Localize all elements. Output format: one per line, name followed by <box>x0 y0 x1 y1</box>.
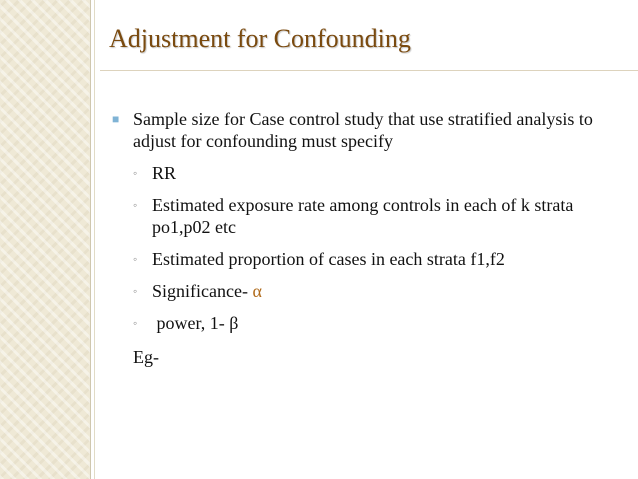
side-band-divider <box>90 0 91 479</box>
circle-bullet-icon: ◦ <box>133 198 138 212</box>
circle-bullet-icon: ◦ <box>133 284 138 298</box>
alpha-symbol: α <box>252 281 262 301</box>
slide-title: Adjustment for Confounding <box>109 24 411 53</box>
main-bullet-text: Sample size for Case control study that use stratified analysis to adjust for confounding must specify <box>133 109 593 151</box>
square-bullet-icon: ■ <box>112 112 120 126</box>
main-bullet-point <box>112 108 622 152</box>
sub-bullet-text-significance <box>152 280 622 302</box>
slide-content <box>112 108 622 368</box>
sub-bullet-item <box>133 194 622 238</box>
circle-bullet-icon: ◦ <box>133 166 138 180</box>
sub-bullet-item <box>133 162 622 184</box>
sub-bullet-item <box>133 248 622 270</box>
circle-bullet-icon: ◦ <box>133 252 138 266</box>
sub-bullet-text: power, 1- β <box>152 313 239 333</box>
sub-bullet-text: Estimated exposure rate among controls in each of k strata po1,p02 etc <box>152 195 574 237</box>
side-band-divider-inner <box>94 0 95 479</box>
significance-label: Significance- <box>152 281 253 301</box>
sub-bullet-list <box>112 162 622 334</box>
sub-bullet-text: Estimated proportion of cases in each strata f1,f2 <box>152 249 505 269</box>
example-label: Eg- <box>133 347 159 367</box>
circle-bullet-icon: ◦ <box>133 316 138 330</box>
sub-bullet-item <box>133 312 622 334</box>
sub-bullet-item <box>133 280 622 302</box>
decorative-side-band <box>0 0 90 479</box>
sub-bullet-text: RR <box>152 163 177 183</box>
title-underline <box>100 70 638 71</box>
